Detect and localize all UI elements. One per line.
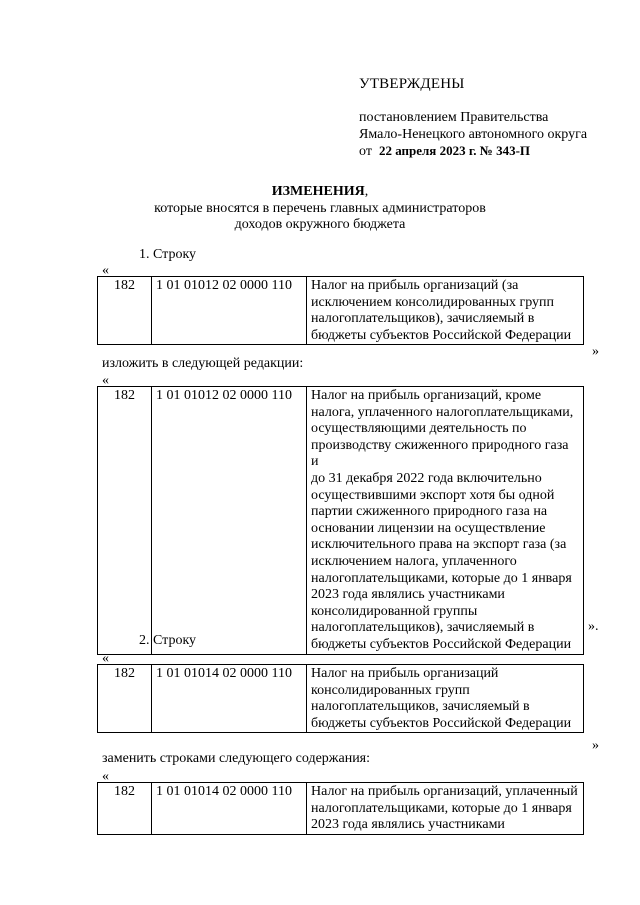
name-line: исключением налога, уплаченного: [311, 553, 517, 569]
revenue-code-cell: 1 01 01012 02 0000 110: [152, 277, 307, 345]
open-quote: «: [102, 373, 109, 388]
name-line: основании лицензии на осуществление: [311, 520, 546, 536]
section2-heading: 2. Строку: [139, 633, 197, 648]
section2-new-row: [97, 782, 584, 835]
section1-heading: 1. Строку: [139, 247, 197, 262]
name-line: исключением консолидированных групп: [311, 294, 555, 310]
name-line: партии сжиженного природного газа на: [311, 504, 548, 520]
name-line: производству сжиженного природного газа и: [311, 437, 569, 470]
admin-code-cell: 182: [98, 277, 152, 345]
name-line: 2023 года являлись участниками: [311, 587, 505, 603]
title-line-2: которые вносятся в перечень главных администраторов: [154, 200, 486, 216]
decree-line-1: постановлением Правительства: [359, 110, 549, 125]
name-line: Налог на прибыль организаций: [311, 666, 499, 681]
date-prefix: от: [359, 144, 372, 159]
name-line: исключительного права на экспорт газа (за: [311, 537, 567, 553]
revenue-name-cell: [307, 387, 584, 655]
close-quote: »: [592, 344, 599, 359]
name-line: Налог на прибыль организаций (за: [311, 278, 519, 293]
revenue-code-cell: 1 01 01014 02 0000 110: [152, 665, 307, 733]
open-quote: «: [102, 263, 109, 278]
title-main: ИЗМЕНЕНИЯ: [271, 184, 365, 199]
close-quote-period: ».: [588, 619, 599, 634]
decree-reference: [359, 110, 587, 161]
name-line: налогоплательщиков, зачисляемый в: [311, 699, 530, 715]
revenue-name-cell: [307, 665, 584, 733]
name-line: налога, уплаченного налогоплательщиками,: [311, 404, 574, 420]
name-line: 2023 года являлись участниками: [311, 817, 505, 833]
close-quote: »: [592, 738, 599, 753]
name-line: бюджеты субъектов Российской Федерации: [311, 636, 572, 652]
section1-instruction: изложить в следующей редакции:: [102, 356, 304, 371]
name-line: налогоплательщиками, которые до 1 января: [311, 570, 572, 586]
document-title: [0, 184, 640, 234]
approval-stamp: УТВЕРЖДЕНЫ: [359, 76, 465, 92]
section2-old-row: [97, 664, 584, 733]
open-quote: «: [102, 651, 109, 666]
revenue-name-cell: [307, 783, 584, 835]
admin-code-cell: 182: [98, 665, 152, 733]
title-line-3: доходов окружного бюджета: [234, 217, 406, 232]
open-quote: «: [102, 769, 109, 784]
decree-date-line: [359, 143, 587, 161]
name-line: осуществившими экспорт хотя бы одной: [311, 487, 555, 503]
name-line: консолидированных групп: [311, 682, 470, 698]
name-line: бюджеты субъектов Российской Федерации: [311, 327, 572, 343]
name-line: налогоплательщиков), зачисляемый в: [311, 311, 535, 327]
admin-code-cell: 182: [98, 783, 152, 835]
revenue-code-cell: 1 01 01012 02 0000 110: [152, 387, 307, 655]
revenue-name-cell: [307, 277, 584, 345]
decree-line-2: Ямало-Ненецкого автономного округа: [359, 126, 588, 142]
name-line: Налог на прибыль организаций, кроме: [311, 388, 542, 403]
section1-new-row: [97, 386, 584, 655]
name-line: осуществляющими деятельность по: [311, 421, 527, 437]
name-line: Налог на прибыль организаций, уплаченный: [311, 784, 578, 799]
admin-code-cell: 182: [98, 387, 152, 655]
section2-instruction: заменить строками следующего содержания:: [102, 751, 371, 766]
revenue-code-cell: 1 01 01014 02 0000 110: [152, 783, 307, 835]
decree-date: 22 апреля 2023 г. № 343-П: [378, 143, 531, 158]
section1-old-row: [97, 276, 584, 345]
title-comma: ,: [364, 184, 369, 199]
name-line: до 31 декабря 2022 года включительно: [311, 470, 542, 486]
name-line: консолидированной группы: [311, 603, 478, 619]
name-line: бюджеты субъектов Российской Федерации: [311, 715, 572, 731]
name-line: налогоплательщиками, которые до 1 января: [311, 800, 572, 816]
name-line: налогоплательщиков), зачисляемый в: [311, 620, 535, 636]
